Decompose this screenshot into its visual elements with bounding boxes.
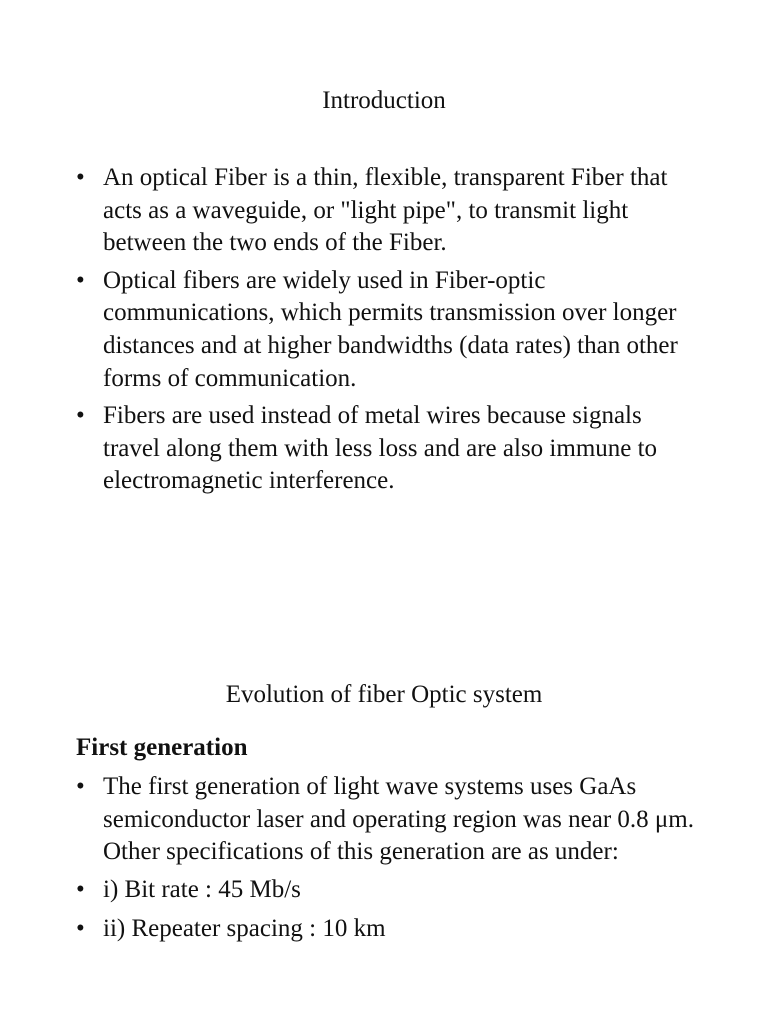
first-generation-bullet-list xyxy=(76,771,704,953)
page-title-introduction: Introduction xyxy=(322,87,446,114)
bullet-icon: • xyxy=(76,773,85,800)
page-title-evolution: Evolution of fiber Optic system xyxy=(225,681,543,708)
bullet-icon: • xyxy=(76,915,85,943)
bullet-icon: • xyxy=(76,402,85,430)
list-item xyxy=(76,162,704,260)
bullet-icon: • xyxy=(76,266,85,294)
list-item xyxy=(76,913,704,946)
list-item xyxy=(76,400,704,498)
list-item xyxy=(76,874,704,907)
list-item-text: The first generation of light wave systems uses GaAs semiconductor laser and operating region was near 0.8 μm. Other specifications of this generation are as under: xyxy=(103,773,694,866)
list-item-text: ii) Repeater spacing : 10 km xyxy=(103,915,386,943)
list-item-text: Optical fibers are widely used in Fiber-optic communications, which permits transmission over longer distances and at higher bandwidths (data rates) than other forms of communication. xyxy=(103,266,678,392)
bullet-icon: • xyxy=(76,875,85,903)
list-item xyxy=(76,771,704,869)
list-item-text: Fibers are used instead of metal wires because signals travel along them with less loss and are also immune to electromagnetic interference. xyxy=(103,402,658,495)
bullet-icon: • xyxy=(76,164,85,191)
introduction-bullet-list xyxy=(76,162,704,503)
section-heading-first-generation: First generation xyxy=(76,734,248,761)
list-item xyxy=(76,265,704,395)
list-item-text: An optical Fiber is a thin, flexible, transparent Fiber that acts as a waveguide, or "light pipe", to transmit light between the two ends of the Fiber. xyxy=(103,164,668,257)
list-item-text: i) Bit rate : 45 Mb/s xyxy=(103,875,301,903)
